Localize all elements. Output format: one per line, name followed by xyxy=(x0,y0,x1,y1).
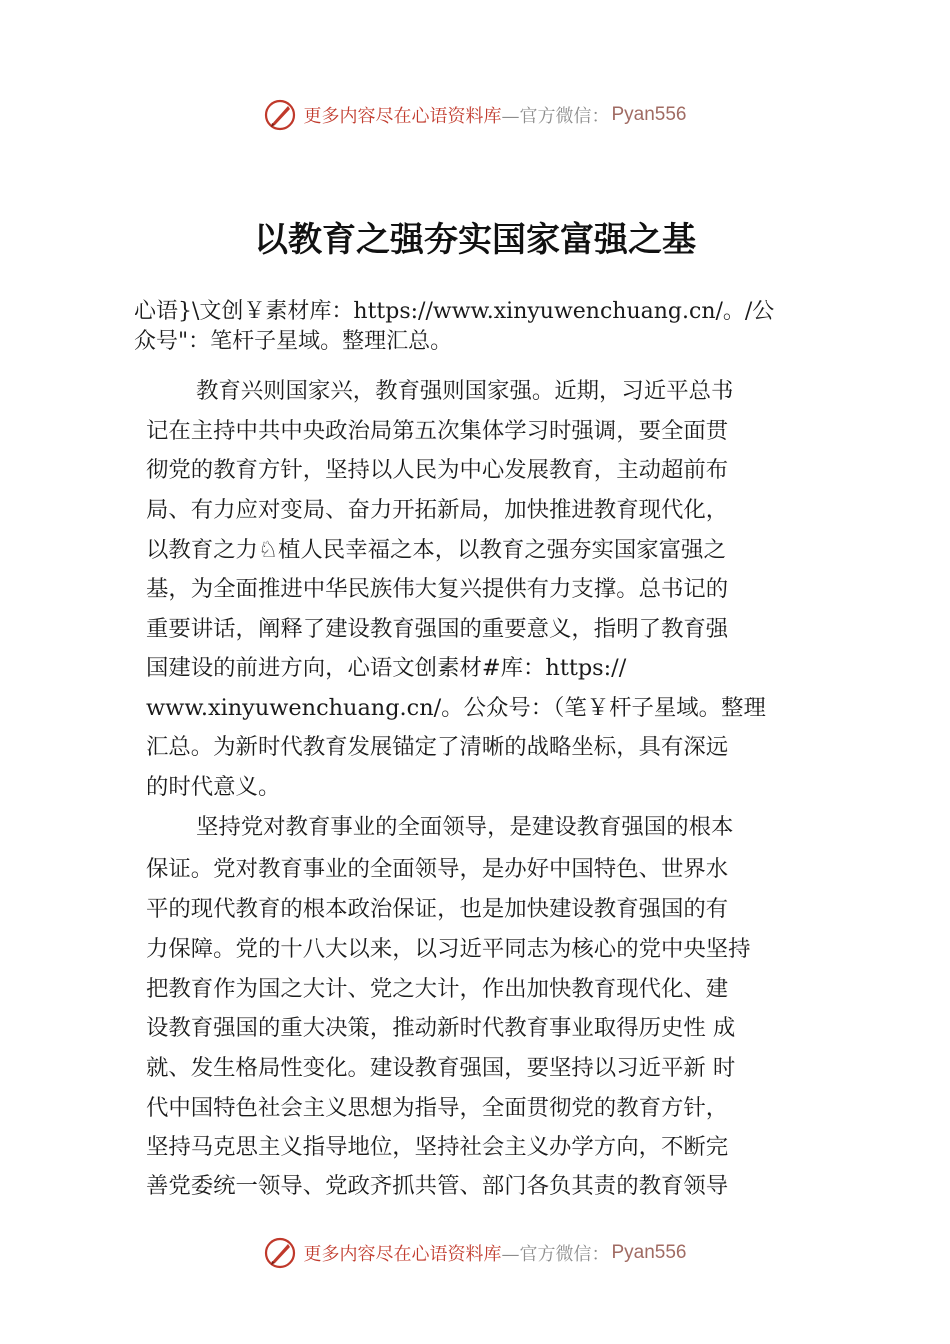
body-line: 记在主持中共中央政治局第五次集体学习时强调，要全面贯 xyxy=(146,418,729,444)
source-note xyxy=(134,297,834,357)
body-line: 把教育作为国之大计、党之大计，作出加快教育现代化、建 xyxy=(146,976,729,1002)
body-line: 坚持马克思主义指导地位，坚持社会主义办学方向，不断完 xyxy=(146,1134,729,1160)
body-line: 设教育强国的重大决策，推动新时代教育事业取得历史性 成 xyxy=(146,1015,736,1041)
body-line: 善党委统一领导、党政齐抓共管、部门各负其责的教育领导 xyxy=(146,1173,729,1199)
body-line: 教育兴则国家兴，教育强则国家强。近期，习近平总书 xyxy=(196,378,734,404)
source-line: 众号"：笔杆子星域。整理汇总。 xyxy=(134,329,453,354)
body-line: 汇总。为新时代教育发展锚定了清晰的战略坐标，具有深远 xyxy=(146,734,729,760)
body-line: 重要讲话，阐释了建设教育强国的重要意义，指明了教育强 xyxy=(146,616,729,642)
banner-suffix: —官方微信： xyxy=(501,106,610,127)
quill-logo-icon xyxy=(263,98,297,132)
body-line: 以教育之力♘植人民幸福之本，以教育之强夯实国家富强之 xyxy=(146,537,726,563)
body-line: 基，为全面推进中华民族伟大复兴提供有力支撑。总书记的 xyxy=(146,576,729,602)
wechat-handle: Pyan556 xyxy=(611,1242,687,1263)
source-line: 心语}\文创￥素材库：https://www.xinyuwenchuang.cn/。/公 xyxy=(134,299,775,324)
banner-suffix: —官方微信： xyxy=(501,1244,610,1265)
header-banner xyxy=(0,95,950,135)
quill-logo-icon xyxy=(263,1236,297,1270)
body-line: 就、发生格局性变化。建设教育强国，要坚持以习近平新 时 xyxy=(146,1055,736,1081)
body-line: 平的现代教育的根本政治保证，也是加快建设教育强国的有 xyxy=(146,896,729,922)
body-line: 局、有力应对变局、奋力开拓新局，加快推进教育现代化， xyxy=(146,497,729,523)
body-line: 国建设的前进方向，心语文创素材#库：https:// xyxy=(146,655,627,681)
document-title: 以教育之强夯实国家富强之基 xyxy=(254,220,696,260)
footer-banner xyxy=(0,1233,950,1273)
body-line: 保证。党对教育事业的全面领导，是办好中国特色、世界水 xyxy=(146,856,729,882)
body-line: 彻党的教育方针，坚持以人民为中心发展教育，主动超前布 xyxy=(146,457,729,483)
body-line: 坚持党对教育事业的全面领导，是建设教育强国的根本 xyxy=(196,814,734,840)
body-line: 代中国特色社会主义思想为指导，全面贯彻党的教育方针， xyxy=(146,1095,729,1121)
banner-text: 更多内容尽在心语资料库 xyxy=(303,1244,502,1265)
banner-text: 更多内容尽在心语资料库 xyxy=(303,106,502,127)
body-line: 的时代意义。 xyxy=(146,774,281,800)
wechat-handle: Pyan556 xyxy=(611,104,687,125)
body-line: 力保障。党的十八大以来，以习近平同志为核心的党中央坚持 xyxy=(146,936,751,962)
body-line: www.xinyuwenchuang.cn/。公众号：（笔￥杆子星域。整理 xyxy=(146,695,766,721)
